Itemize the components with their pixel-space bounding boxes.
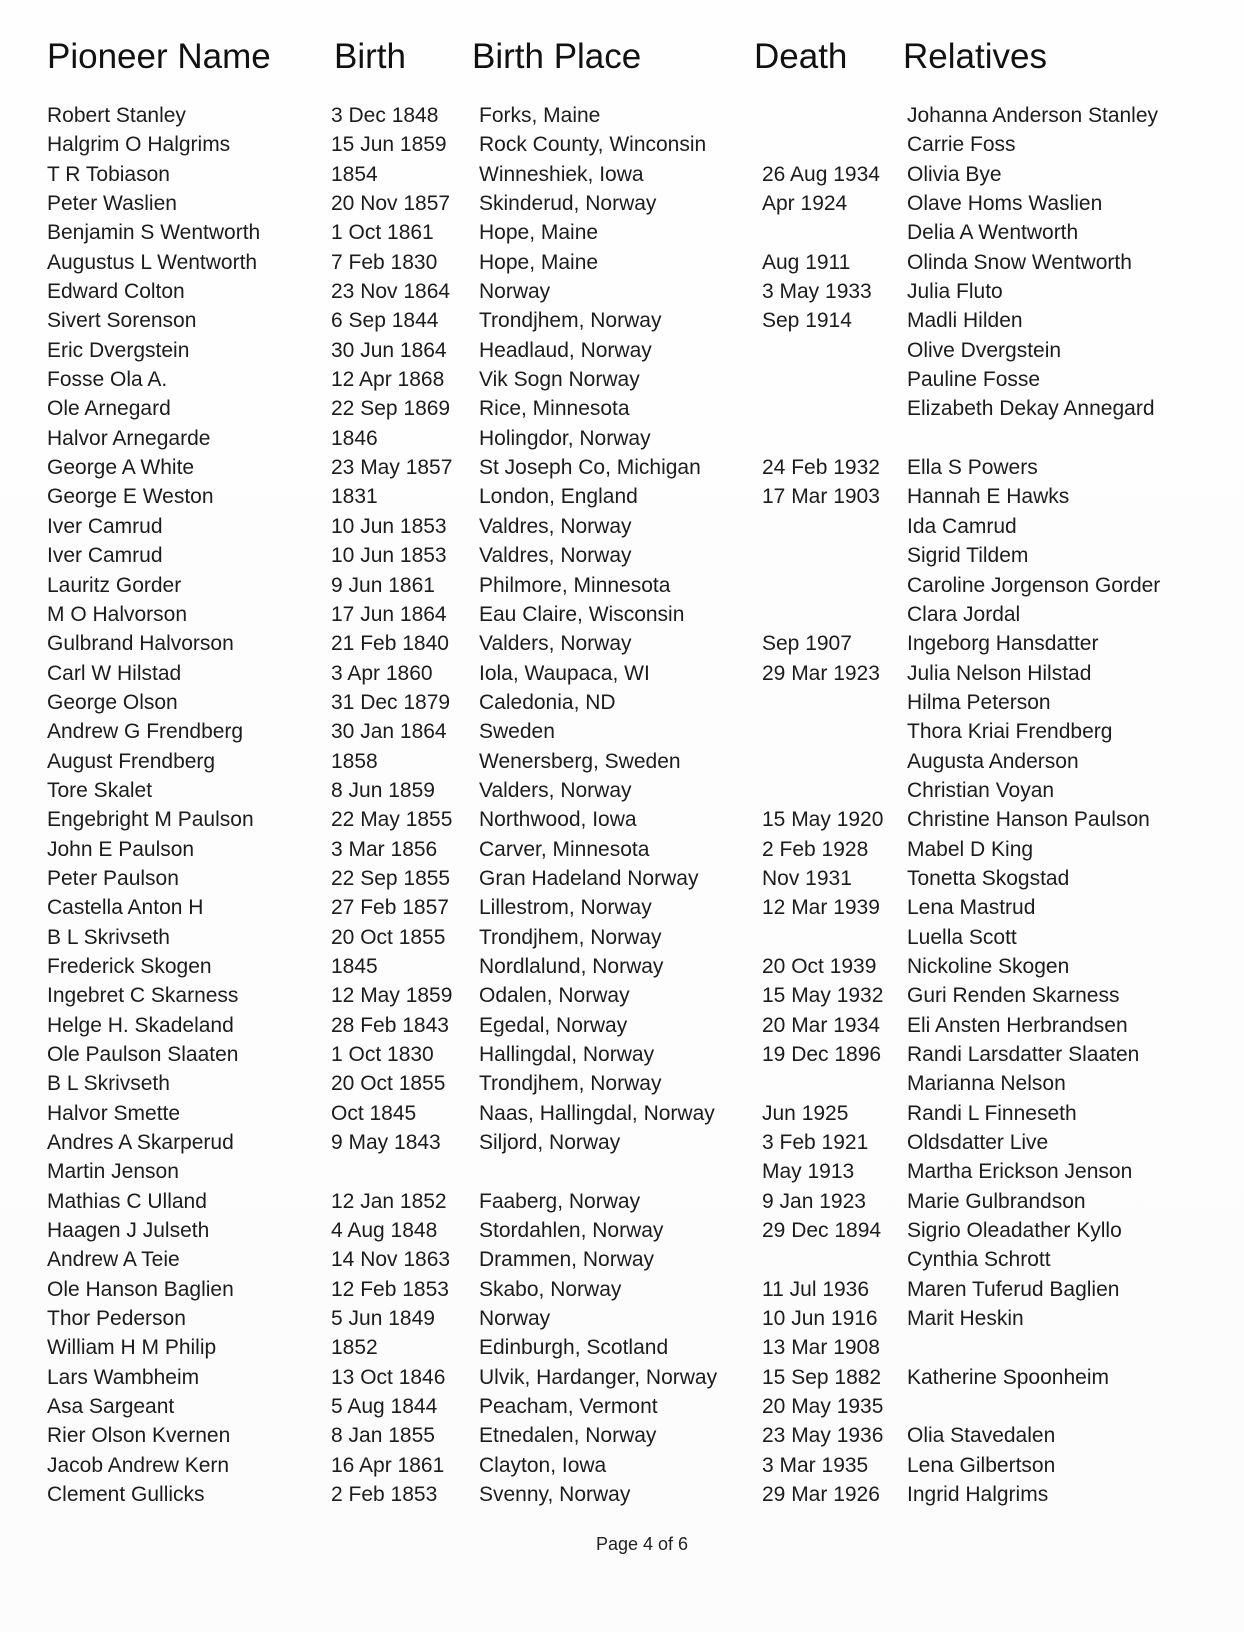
cell-pioneer-name: George E Weston — [47, 485, 214, 509]
cell-relatives: Caroline Jorgenson Gorder — [907, 573, 1161, 597]
cell-birth: 27 Feb 1857 — [331, 896, 449, 920]
cell-birth: 1846 — [331, 426, 378, 450]
cell-birth: 28 Feb 1843 — [331, 1013, 449, 1037]
table-row — [0, 1069, 1244, 1098]
cell-pioneer-name: Halgrim O Halgrims — [47, 133, 231, 157]
cell-relatives: Augusta Anderson — [907, 749, 1079, 773]
cell-birth: 1852 — [331, 1336, 378, 1360]
cell-death: 9 Jan 1923 — [762, 1189, 866, 1213]
table-row — [0, 512, 1244, 541]
table-row — [0, 571, 1244, 600]
table-row — [0, 1480, 1244, 1509]
cell-birth: 5 Aug 1844 — [331, 1395, 438, 1419]
cell-pioneer-name: Rier Olson Kvernen — [47, 1424, 231, 1448]
cell-death: 17 Mar 1903 — [762, 485, 880, 509]
cell-pioneer-name: Iver Camrud — [47, 514, 163, 538]
cell-birth: 30 Jan 1864 — [331, 720, 447, 744]
cell-pioneer-name: Castella Anton H — [47, 896, 204, 920]
cell-pioneer-name: Mathias C Ulland — [47, 1189, 207, 1213]
cell-relatives: Guri Renden Skarness — [907, 984, 1120, 1008]
cell-relatives: Lena Mastrud — [907, 896, 1036, 920]
cell-death: 20 May 1935 — [762, 1395, 884, 1419]
cell-pioneer-name: Peter Waslien — [47, 192, 177, 216]
cell-death: 24 Feb 1932 — [762, 456, 880, 480]
cell-death: 12 Mar 1939 — [762, 896, 880, 920]
cell-pioneer-name: Asa Sargeant — [47, 1395, 175, 1419]
cell-relatives: Hannah E Hawks — [907, 485, 1070, 509]
table-row — [0, 1304, 1244, 1333]
cell-death: 3 May 1933 — [762, 280, 872, 304]
cell-birth: 5 Jun 1849 — [331, 1307, 435, 1331]
cell-relatives: Marie Gulbrandson — [907, 1189, 1086, 1213]
cell-birth: 1858 — [331, 749, 378, 773]
cell-relatives: Eli Ansten Herbrandsen — [907, 1013, 1128, 1037]
cell-birth: 3 Dec 1848 — [331, 104, 439, 127]
cell-birth: 20 Nov 1857 — [331, 192, 451, 216]
cell-death: 23 May 1936 — [762, 1424, 884, 1448]
cell-birth: 12 Jan 1852 — [331, 1189, 447, 1213]
table-row — [0, 1275, 1244, 1304]
table-row — [0, 864, 1244, 893]
table-row — [0, 981, 1244, 1010]
cell-death: Apr 1924 — [762, 192, 848, 216]
table-row — [0, 336, 1244, 365]
cell-birth-place: Valdres, Norway — [479, 544, 632, 568]
cell-death: 29 Mar 1923 — [762, 661, 880, 685]
cell-relatives: Oldsdatter Live — [907, 1131, 1049, 1155]
cell-birth: 12 Feb 1853 — [331, 1277, 449, 1301]
cell-pioneer-name: Andres A Skarperud — [47, 1131, 234, 1155]
table-row — [0, 130, 1244, 159]
cell-birth-place: Philmore, Minnesota — [479, 573, 671, 597]
cell-birth-place: Norway — [479, 1307, 551, 1331]
cell-relatives: Carrie Foss — [907, 133, 1016, 157]
table-row — [0, 1157, 1244, 1186]
cell-pioneer-name: Haagen J Julseth — [47, 1219, 210, 1243]
cell-pioneer-name: B L Skrivseth — [47, 1072, 170, 1096]
cell-birth-place: Ulvik, Hardanger, Norway — [479, 1365, 718, 1389]
cell-relatives: Lena Gilbertson — [907, 1453, 1056, 1477]
cell-birth: 20 Oct 1855 — [331, 925, 446, 949]
cell-pioneer-name: Helge H. Skadeland — [47, 1013, 234, 1037]
cell-relatives: Pauline Fosse — [907, 368, 1041, 392]
cell-relatives: Olivia Bye — [907, 162, 1002, 186]
cell-relatives: Maren Tuferud Baglien — [907, 1277, 1120, 1301]
cell-death: Nov 1931 — [762, 866, 852, 890]
cell-birth-place: Drammen, Norway — [479, 1248, 655, 1272]
table-row — [0, 717, 1244, 746]
cell-birth-place: Winneshiek, Iowa — [479, 162, 644, 186]
cell-birth-place: Trondjhem, Norway — [479, 309, 662, 333]
cell-death: 29 Mar 1926 — [762, 1483, 880, 1507]
table-row — [0, 629, 1244, 658]
cell-death: 20 Mar 1934 — [762, 1013, 880, 1037]
cell-death: 10 Jun 1916 — [762, 1307, 878, 1331]
cell-pioneer-name: Engebright M Paulson — [47, 808, 254, 832]
cell-birth-place: Nordlalund, Norway — [479, 954, 664, 978]
cell-birth-place: Rock County, Winconsin — [479, 133, 707, 157]
cell-birth-place: Skabo, Norway — [479, 1277, 622, 1301]
cell-pioneer-name: T R Tobiason — [47, 162, 170, 186]
cell-birth-place: Valders, Norway — [479, 778, 632, 802]
table-row — [0, 1333, 1244, 1362]
cell-birth: 21 Feb 1840 — [331, 632, 449, 656]
cell-pioneer-name: Iver Camrud — [47, 544, 163, 568]
table-row — [0, 1216, 1244, 1245]
cell-birth-place: Sweden — [479, 720, 555, 744]
cell-birth: 12 Apr 1868 — [331, 368, 445, 392]
table-row — [0, 1392, 1244, 1421]
cell-birth-place: Odalen, Norway — [479, 984, 630, 1008]
cell-pioneer-name: Carl W Hilstad — [47, 661, 182, 685]
table-row — [0, 306, 1244, 335]
cell-death: 15 May 1920 — [762, 808, 884, 832]
table-row — [0, 1187, 1244, 1216]
table-header — [0, 32, 1244, 82]
cell-death: 2 Feb 1928 — [762, 837, 869, 861]
cell-birth-place: Faaberg, Norway — [479, 1189, 641, 1213]
cell-birth-place: Trondjhem, Norway — [479, 925, 662, 949]
cell-death: Jun 1925 — [762, 1101, 849, 1125]
cell-birth: 3 Apr 1860 — [331, 661, 433, 685]
cell-death: 11 Jul 1936 — [762, 1277, 870, 1301]
cell-pioneer-name: Peter Paulson — [47, 866, 179, 890]
table-row — [0, 541, 1244, 570]
cell-birth-place: Northwood, Iowa — [479, 808, 637, 832]
cell-pioneer-name: Jacob Andrew Kern — [47, 1453, 230, 1477]
cell-birth: 31 Dec 1879 — [331, 690, 451, 714]
cell-relatives: Olia Stavedalen — [907, 1424, 1056, 1448]
cell-death: 26 Aug 1934 — [762, 162, 880, 186]
table-row — [0, 1040, 1244, 1069]
cell-birth: 17 Jun 1864 — [331, 602, 447, 626]
cell-birth-place: Etnedalen, Norway — [479, 1424, 657, 1448]
cell-pioneer-name: Tore Skalet — [47, 778, 153, 802]
cell-relatives: Mabel D King — [907, 837, 1034, 861]
cell-relatives: Tonetta Skogstad — [907, 866, 1070, 890]
cell-death: 29 Dec 1894 — [762, 1219, 882, 1243]
cell-birth-place: Edinburgh, Scotland — [479, 1336, 669, 1360]
table-row — [0, 482, 1244, 511]
cell-birth: 3 Mar 1856 — [331, 837, 438, 861]
table-row — [0, 600, 1244, 629]
cell-death: 15 Sep 1882 — [762, 1365, 882, 1389]
cell-birth-place: Caledonia, ND — [479, 690, 616, 714]
cell-pioneer-name: Lauritz Gorder — [47, 573, 182, 597]
cell-pioneer-name: Edward Colton — [47, 280, 185, 304]
cell-birth-place: Valders, Norway — [479, 632, 632, 656]
cell-birth: 9 Jun 1861 — [331, 573, 435, 597]
cell-relatives: Ingeborg Hansdatter — [907, 632, 1099, 656]
cell-birth: 9 May 1843 — [331, 1131, 441, 1155]
cell-birth: 12 May 1859 — [331, 984, 453, 1008]
cell-relatives: Olinda Snow Wentworth — [907, 250, 1132, 274]
table-row — [0, 365, 1244, 394]
cell-birth-place: Carver, Minnesota — [479, 837, 650, 861]
cell-pioneer-name: George Olson — [47, 690, 178, 714]
cell-birth: 1854 — [331, 162, 378, 186]
cell-birth-place: Valdres, Norway — [479, 514, 632, 538]
cell-birth: Oct 1845 — [331, 1101, 417, 1125]
cell-birth: 22 May 1855 — [331, 808, 453, 832]
cell-relatives: Elizabeth Dekay Annegard — [907, 397, 1155, 421]
cell-birth-place: Forks, Maine — [479, 104, 601, 127]
cell-birth: 30 Jun 1864 — [331, 338, 447, 362]
cell-relatives: Luella Scott — [907, 925, 1017, 949]
cell-relatives: Nickoline Skogen — [907, 954, 1070, 978]
table-row — [0, 659, 1244, 688]
cell-birth: 22 Sep 1869 — [331, 397, 451, 421]
cell-birth: 7 Feb 1830 — [331, 250, 438, 274]
cell-birth-place: Hope, Maine — [479, 250, 599, 274]
cell-death: 20 Oct 1939 — [762, 954, 877, 978]
cell-pioneer-name: Augustus L Wentworth — [47, 250, 258, 274]
cell-death: 3 Mar 1935 — [762, 1453, 869, 1477]
cell-birth-place: London, England — [479, 485, 638, 509]
page-number: Page 4 of 6 — [595, 1534, 689, 1554]
cell-pioneer-name: Fosse Ola A. — [47, 368, 168, 392]
table-row — [0, 1011, 1244, 1040]
cell-pioneer-name: Andrew G Frendberg — [47, 720, 244, 744]
cell-relatives: Olave Homs Waslien — [907, 192, 1103, 216]
cell-death: 13 Mar 1908 — [762, 1336, 880, 1360]
table-row — [0, 1363, 1244, 1392]
table-row — [0, 835, 1244, 864]
cell-relatives: Ella S Powers — [907, 456, 1038, 480]
cell-birth-place: Gran Hadeland Norway — [479, 866, 699, 890]
cell-pioneer-name: Ingebret C Skarness — [47, 984, 239, 1008]
cell-birth-place: Clayton, Iowa — [479, 1453, 607, 1477]
cell-birth-place: Svenny, Norway — [479, 1483, 631, 1507]
cell-birth: 8 Jun 1859 — [331, 778, 435, 802]
cell-relatives: Sigrio Oleadather Kyllo — [907, 1219, 1122, 1243]
cell-pioneer-name: Ole Arnegard — [47, 397, 171, 421]
cell-birth-place: Hope, Maine — [479, 221, 599, 245]
table-row — [0, 805, 1244, 834]
cell-death: May 1913 — [762, 1160, 855, 1184]
cell-relatives: Madli Hilden — [907, 309, 1023, 333]
table-row — [0, 747, 1244, 776]
table-row — [0, 248, 1244, 277]
cell-pioneer-name: Martin Jenson — [47, 1160, 179, 1184]
cell-birth: 8 Jan 1855 — [331, 1424, 435, 1448]
cell-death: 15 May 1932 — [762, 984, 884, 1008]
cell-pioneer-name: Ole Paulson Slaaten — [47, 1043, 239, 1066]
cell-pioneer-name: Thor Pederson — [47, 1307, 186, 1331]
cell-pioneer-name: Lars Wambheim — [47, 1365, 200, 1389]
cell-relatives: Christian Voyan — [907, 778, 1055, 802]
cell-birth-place: Lillestrom, Norway — [479, 896, 652, 920]
table-row — [0, 1128, 1244, 1157]
cell-pioneer-name: Eric Dvergstein — [47, 338, 190, 362]
cell-relatives: Johanna Anderson Stanley — [907, 104, 1159, 127]
cell-birth-place: Wenersberg, Sweden — [479, 749, 681, 773]
table-row — [0, 218, 1244, 247]
cell-relatives: Randi L Finneseth — [907, 1101, 1077, 1125]
cell-pioneer-name: Gulbrand Halvorson — [47, 632, 234, 656]
cell-relatives: Marit Heskin — [907, 1307, 1024, 1331]
cell-death: Sep 1907 — [762, 632, 852, 656]
cell-relatives: Julia Fluto — [907, 280, 1003, 304]
cell-pioneer-name: B L Skrivseth — [47, 925, 170, 949]
cell-death: Aug 1911 — [762, 250, 851, 274]
cell-relatives: Delia A Wentworth — [907, 221, 1079, 245]
cell-birth: 10 Jun 1853 — [331, 544, 447, 568]
cell-birth-place: Norway — [479, 280, 551, 304]
cell-relatives: Sigrid Tildem — [907, 544, 1029, 568]
cell-relatives: Christine Hanson Paulson — [907, 808, 1150, 832]
cell-pioneer-name: Halvor Arnegarde — [47, 426, 211, 450]
table-row — [0, 1245, 1244, 1274]
cell-birth: 1 Oct 1861 — [331, 221, 434, 245]
cell-relatives: Ida Camrud — [907, 514, 1017, 538]
cell-relatives: Hilma Peterson — [907, 690, 1051, 714]
cell-birth: 6 Sep 1844 — [331, 309, 439, 333]
cell-pioneer-name: August Frendberg — [47, 749, 216, 773]
cell-birth-place: Rice, Minnesota — [479, 397, 630, 421]
cell-relatives: Thora Kriai Frendberg — [907, 720, 1113, 744]
page-footer — [0, 1532, 1244, 1556]
cell-relatives: Cynthia Schrott — [907, 1248, 1051, 1272]
cell-relatives: Marianna Nelson — [907, 1072, 1066, 1096]
cell-relatives: Katherine Spoonheim — [907, 1365, 1109, 1389]
header-birth: Birth — [334, 37, 406, 76]
cell-birth-place: Stordahlen, Norway — [479, 1219, 664, 1243]
cell-pioneer-name: John E Paulson — [47, 837, 195, 861]
cell-birth-place: Iola, Waupaca, WI — [479, 661, 650, 685]
cell-birth: 4 Aug 1848 — [331, 1219, 438, 1243]
cell-pioneer-name: Sivert Sorenson — [47, 309, 197, 333]
cell-birth: 1 Oct 1830 — [331, 1043, 434, 1066]
cell-relatives: Randi Larsdatter Slaaten — [907, 1043, 1140, 1066]
cell-birth-place: Peacham, Vermont — [479, 1395, 658, 1419]
cell-birth: 15 Jun 1859 — [331, 133, 447, 157]
cell-pioneer-name: Andrew A Teie — [47, 1248, 180, 1272]
cell-relatives: Olive Dvergstein — [907, 338, 1062, 362]
table-row — [0, 453, 1244, 482]
cell-birth: 10 Jun 1853 — [331, 514, 447, 538]
cell-pioneer-name: George A White — [47, 456, 195, 480]
cell-pioneer-name: M O Halvorson — [47, 602, 188, 626]
table-row — [0, 1451, 1244, 1480]
cell-death: 19 Dec 1896 — [762, 1043, 882, 1066]
header-birth-place: Birth Place — [472, 37, 642, 76]
cell-relatives: Ingrid Halgrims — [907, 1483, 1049, 1507]
table-row — [0, 101, 1244, 130]
cell-birth: 1845 — [331, 954, 378, 978]
table-row — [0, 160, 1244, 189]
cell-relatives: Julia Nelson Hilstad — [907, 661, 1092, 685]
cell-pioneer-name: Frederick Skogen — [47, 954, 212, 978]
cell-birth-place: Egedal, Norway — [479, 1013, 628, 1037]
cell-death: 3 Feb 1921 — [762, 1131, 869, 1155]
cell-birth-place: Trondjhem, Norway — [479, 1072, 662, 1096]
cell-pioneer-name: William H M Philip — [47, 1336, 217, 1360]
table-row — [0, 394, 1244, 423]
cell-relatives: Martha Erickson Jenson — [907, 1160, 1133, 1184]
cell-pioneer-name: Clement Gullicks — [47, 1483, 205, 1507]
cell-birth-place: Headlaud, Norway — [479, 338, 652, 362]
table-row — [0, 893, 1244, 922]
cell-death: Sep 1914 — [762, 309, 852, 333]
cell-birth-place: Holingdor, Norway — [479, 426, 651, 450]
cell-birth: 1831 — [331, 485, 378, 509]
cell-birth: 16 Apr 1861 — [331, 1453, 445, 1477]
table-row — [0, 952, 1244, 981]
cell-birth-place: Siljord, Norway — [479, 1131, 621, 1155]
table-row — [0, 776, 1244, 805]
cell-birth: 13 Oct 1846 — [331, 1365, 446, 1389]
table-row — [0, 277, 1244, 306]
table-row — [0, 1421, 1244, 1450]
cell-pioneer-name: Robert Stanley — [47, 104, 186, 127]
cell-birth-place: Hallingdal, Norway — [479, 1043, 655, 1066]
cell-birth-place: St Joseph Co, Michigan — [479, 456, 701, 480]
table-row — [0, 923, 1244, 952]
cell-birth: 2 Feb 1853 — [331, 1483, 438, 1507]
cell-pioneer-name: Halvor Smette — [47, 1101, 181, 1125]
cell-birth-place: Skinderud, Norway — [479, 192, 657, 216]
cell-birth-place: Eau Claire, Wisconsin — [479, 602, 685, 626]
cell-pioneer-name: Benjamin S Wentworth — [47, 221, 261, 245]
cell-relatives: Clara Jordal — [907, 602, 1021, 626]
table-row — [0, 1099, 1244, 1128]
cell-birth-place: Naas, Hallingdal, Norway — [479, 1101, 715, 1125]
cell-birth: 23 May 1857 — [331, 456, 453, 480]
table-row — [0, 189, 1244, 218]
header-pioneer-name: Pioneer Name — [47, 37, 271, 76]
header-relatives: Relatives — [903, 37, 1047, 76]
cell-birth-place: Vik Sogn Norway — [479, 368, 640, 392]
header-death: Death — [754, 37, 848, 76]
cell-birth: 23 Nov 1864 — [331, 280, 451, 304]
table-row — [0, 424, 1244, 453]
cell-birth: 22 Sep 1855 — [331, 866, 451, 890]
cell-birth: 20 Oct 1855 — [331, 1072, 446, 1096]
table-row — [0, 688, 1244, 717]
pioneer-table-body — [0, 101, 1244, 1510]
cell-pioneer-name: Ole Hanson Baglien — [47, 1277, 234, 1301]
cell-birth: 14 Nov 1863 — [331, 1248, 451, 1272]
